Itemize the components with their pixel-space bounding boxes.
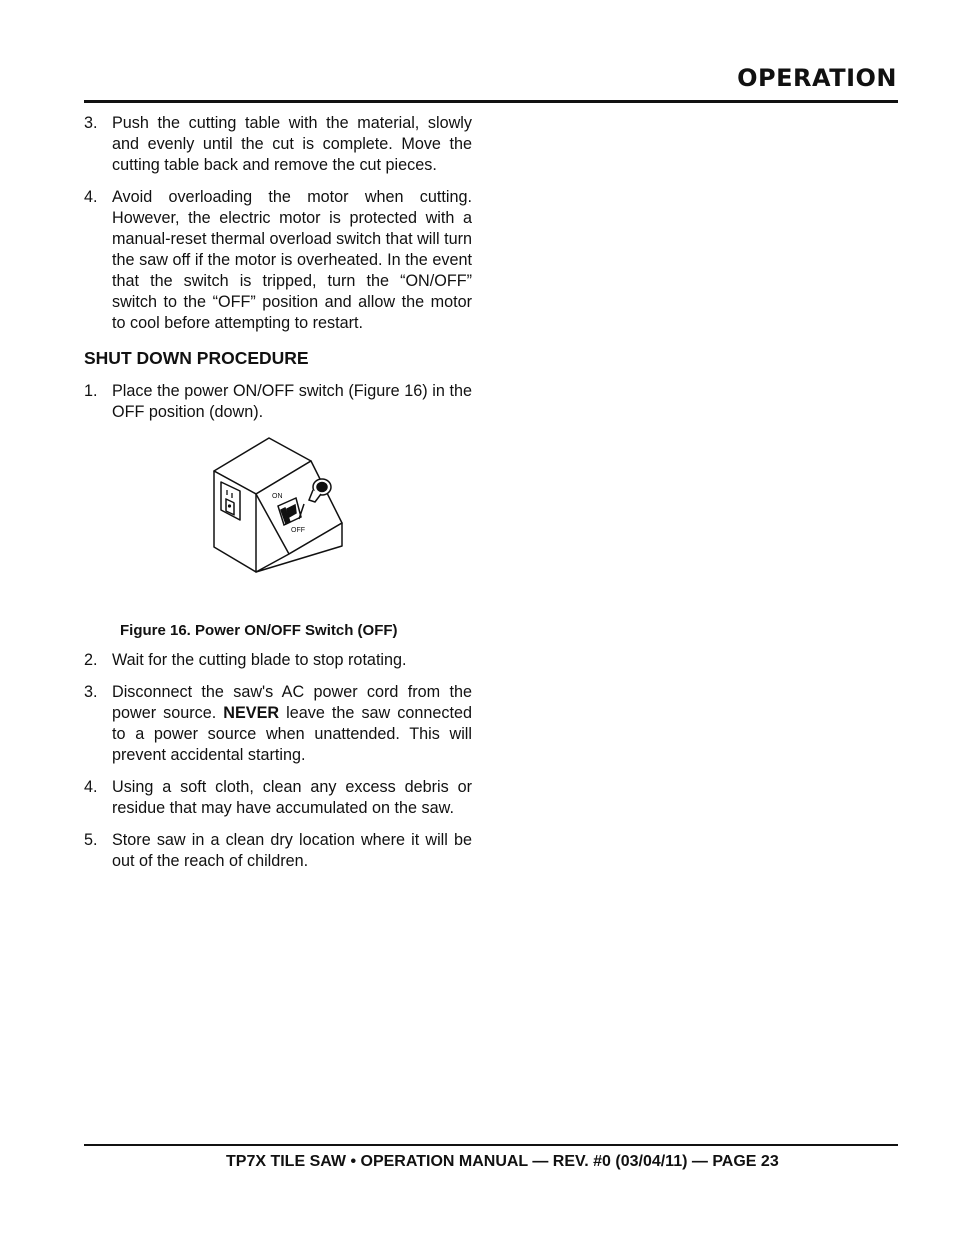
list-item-number: 3. (84, 114, 98, 132)
list-item-number: 4. (84, 188, 98, 206)
list-item (84, 830, 472, 872)
list-item-text: Place the power ON/OFF switch (Figure 16) in the OFF position (down). (112, 382, 472, 421)
list-item (84, 187, 472, 334)
content-column (84, 113, 472, 883)
figure-caption: Figure 16. Power ON/OFF Switch (OFF) (120, 622, 398, 639)
page-footer: TP7X TILE SAW • OPERATION MANUAL — REV. #0 (03/04/11) — PAGE 23 (226, 1153, 779, 1170)
list-item-number: 2. (84, 651, 98, 669)
list-item (84, 381, 472, 423)
footer-rule (84, 1144, 898, 1146)
list-item (84, 777, 472, 819)
list-item (84, 650, 472, 671)
header-rule (84, 100, 898, 103)
list-item-number: 1. (84, 382, 98, 400)
list-item-text: Avoid overloading the motor when cutting. However, the electric motor is protected with a manual-reset thermal overload switch that will turn the saw off if the motor is overheated. In the event that the switch is tripped, turn the “ON/OFF” switch to the “OFF” position and allow the motor to cool before attempting to restart. (112, 188, 472, 332)
list-item-text: Wait for the cutting blade to stop rotating. (112, 651, 407, 669)
power-switch-box-illustration (211, 434, 351, 574)
list-item-number: 5. (84, 831, 98, 849)
list-item (84, 113, 472, 176)
shutdown-heading: SHUT DOWN PROCEDURE (84, 348, 309, 368)
list-item-text: Push the cutting table with the material, slowly and evenly until the cut is complete. Move the cutting table back and remove the cut pieces. (112, 114, 472, 174)
switch-label-on: ON (272, 493, 283, 500)
list-item-number: 4. (84, 778, 98, 796)
figure-16 (84, 434, 472, 622)
page-section-title: OPERATION (737, 64, 897, 92)
switch-label-off: OFF (291, 527, 305, 534)
never-emphasis: NEVER (223, 704, 280, 722)
list-item-number: 3. (84, 683, 98, 701)
list-item-text: Using a soft cloth, clean any excess debris or residue that may have accumulated on the saw. (112, 778, 472, 817)
list-item-text (112, 682, 472, 766)
list-item (84, 682, 472, 766)
text-segment: leave the saw connected to a power source when unattended. This will prevent accidental starting. (112, 704, 472, 764)
list-item-text: Store saw in a clean dry location where it will be out of the reach of children. (112, 831, 472, 870)
text-segment: Disconnect the saw's AC power cord from the power source. (112, 683, 472, 722)
